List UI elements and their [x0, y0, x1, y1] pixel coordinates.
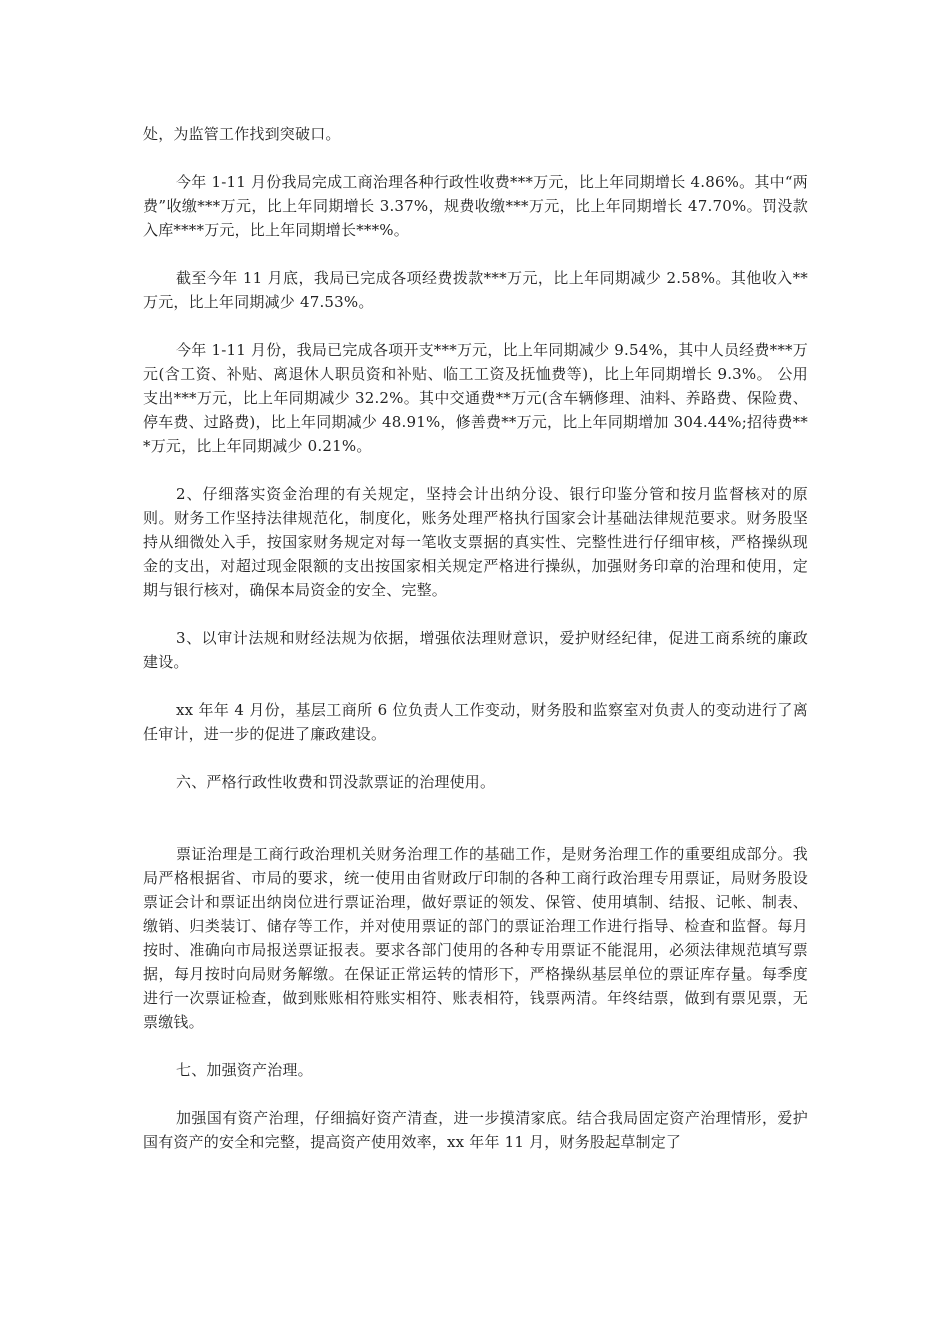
- section-heading-six: 六、严格行政性收费和罚没款票证的治理使用。: [176, 773, 496, 791]
- paragraph-asset-management: 加强国有资产治理，仔细搞好资产清查，进一步摸清家底。结合我局固定资产治理情形，爱护国有资产的安全和完整，提高资产使用效率，xx 年年 11 月，财务股起草制定了: [143, 1109, 808, 1151]
- paragraph-receipt-management: 票证治理是工商行政治理机关财务治理工作的基础工作，是财务治理工作的重要组成部分。我局严格根据省、市局的要求，统一使用由省财政厅印制的各种工商行政治理专用票证，局财务股设票证会计和票证出纳岗位进行票证治理，做好票证的领发、保管、使用填制、结报、记帐、制表、缴销、归类装订、储存等工作，并对使用票证的部门的票证治理工作进行指导、检查和监督。每月按时、准确向市局报送票证报表。要求各部门使用的各种专用票证不能混用，必须法律规范填写票据，每月按时向局财务解缴。在保证正常运转的情形下，严格操纵基层单位的票证库存量。每季度进行一次票证检查，做到账账相符账实相符、账表相符，钱票两清。年终结票，做到有票见票，无票缴钱。: [143, 845, 808, 1031]
- paragraph-audit-detail: xx 年年 4 月份，基层工商所 6 位负责人工作变动，财务股和监察室对负责人的变动进行了离任审计，进一步的促进了廉政建设。: [143, 701, 808, 743]
- section-heading-seven: 七、加强资产治理。: [176, 1061, 313, 1079]
- paragraph-funding: 截至今年 11 月底，我局已完成各项经费拨款***万元，比上年同期减少 2.58%。其他收入**万元，比上年同期减少 47.53%。: [143, 269, 808, 311]
- document-body: [143, 122, 808, 1178]
- paragraph-fund-management: 2、仔细落实资金治理的有关规定，坚持会计出纳分设、银行印鉴分管和按月监督核对的原则。财务工作坚持法律规范化，制度化，账务处理严格执行国家会计基础法律规范要求。财务股坚持从细微处入手，按国家财务规定对每一笔收支票据的真实性、完整性进行仔细审核，严格操纵现金的支出，对超过现金限额的支出按国家相关规定严格进行操纵，加强财务印章的治理和使用，定期与银行核对，确保本局资金的安全、完整。: [143, 485, 808, 599]
- paragraph-expenditure: 今年 1-11 月份，我局已完成各项开支***万元，比上年同期减少 9.54%，其中人员经费***万元(含工资、补贴、离退休人职员资和补贴、临工工资及抚恤费等)，比上年同期增长 9.3%。 公用支出***万元，比上年同期减少 32.2%。其中交通费**万元(含车辆修理、油料、养路费、保险费、停车费、过路费)，比上年同期减少 48.91%，修善费**万元，比上年同期增加 304.44%;招待费***万元，比上年同期减少 0.21%。: [143, 341, 808, 455]
- paragraph-continuation: 处，为监管工作找到突破口。: [143, 125, 341, 143]
- paragraph-audit-heading: 3、以审计法规和财经法规为依据，增强依法理财意识，爱护财经纪律，促进工商系统的廉政建设。: [143, 629, 808, 671]
- paragraph-fee-collection: 今年 1-11 月份我局完成工商治理各种行政性收费***万元，比上年同期增长 4.86%。其中“两费”收缴***万元，比上年同期增长 3.37%，规费收缴***万元，比上年同期增长 47.70%。罚没款入库****万元，比上年同期增长***%。: [143, 173, 808, 239]
